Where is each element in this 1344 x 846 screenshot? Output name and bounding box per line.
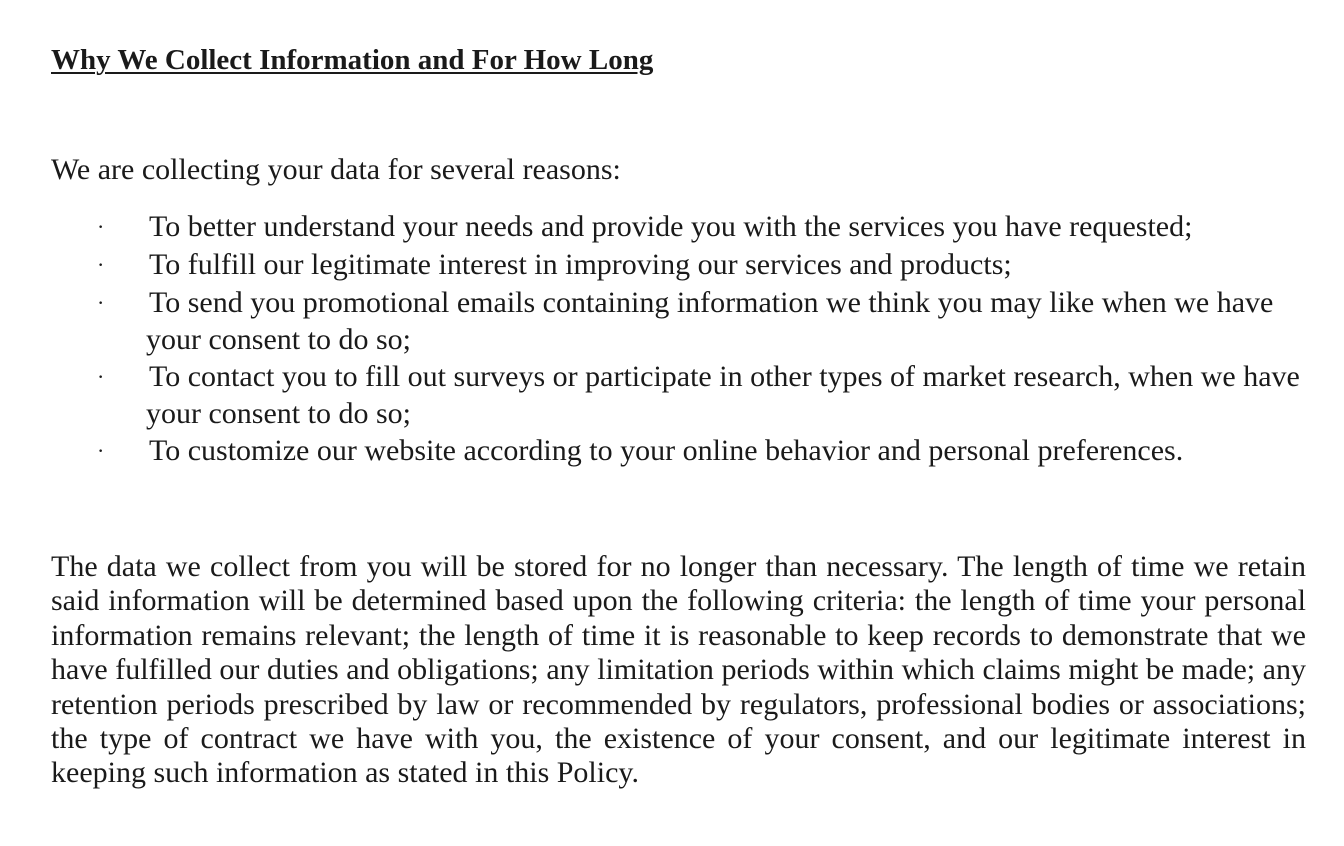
reasons-list [51, 208, 1306, 470]
list-item [51, 246, 1306, 284]
retention-paragraph: The data we collect from you will be stored for no longer than necessary. The length of time we retain said information will be determined based upon the following criteria: the length of time your personal information remains relevant; the length of time it is reasonable to keep records to demonstrate that we have fulfilled our duties and obligations; any limitation periods within which claims might be made; any retention periods prescribed by law or recommended by regulators, professional bodies or associations; the type of contract we have with you, the existence of your consent, and our legitimate interest in keeping such information as stated in this Policy. [51, 550, 1306, 790]
list-item [51, 284, 1306, 358]
intro-paragraph: We are collecting your data for several reasons: [51, 153, 621, 186]
list-item [51, 358, 1306, 432]
list-item-text: To fulfill our legitimate interest in improving our services and products; [149, 248, 1012, 281]
list-item-text: To contact you to fill out surveys or participate in other types of market research, when we have your consent to do so; [146, 360, 1300, 430]
list-item-text: To better understand your needs and provide you with the services you have requested; [149, 210, 1193, 243]
bullet-icon: · [97, 214, 105, 239]
list-item [51, 208, 1306, 246]
bullet-icon: · [97, 252, 105, 277]
list-item [51, 432, 1306, 470]
bullet-icon: · [97, 438, 105, 463]
list-item-text: To customize our website according to your online behavior and personal preferences. [149, 434, 1184, 467]
section-heading: Why We Collect Information and For How Long [51, 44, 654, 76]
bullet-icon: · [97, 290, 105, 315]
list-item-text: To send you promotional emails containing information we think you may like when we have your consent to do so; [146, 286, 1274, 356]
bullet-icon: · [97, 364, 105, 389]
